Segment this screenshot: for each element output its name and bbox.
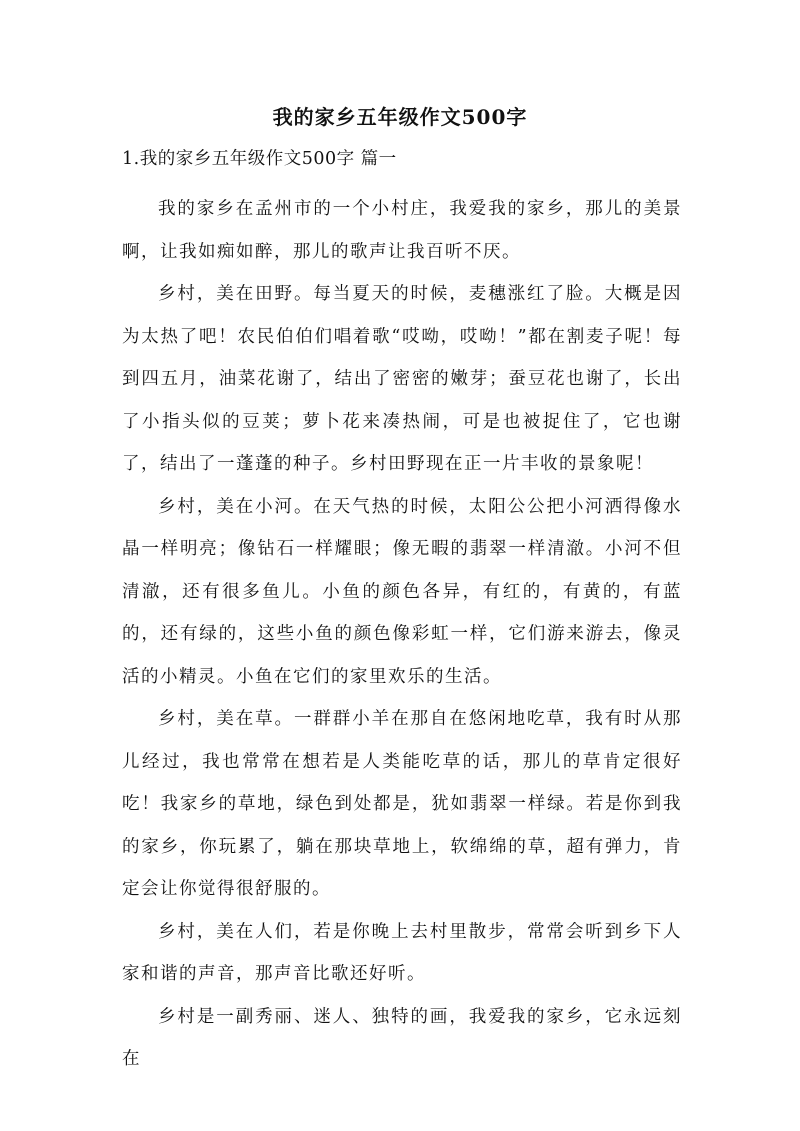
- paragraph: 乡村，美在草。一群群小羊在那自在悠闲地吃草，我有时从那儿经过，我也常常在想若是人类能吃草的话，那儿的草肯定很好吃！我家乡的草地，绿色到处都是，犹如翡翠一样绿。若是你到我的家乡，你玩累了，躺在那块草地上，软绵绵的草，超有弹力，肯定会让你觉得很舒服的。: [122, 709, 682, 899]
- paragraph: 乡村，美在小河。在天气热的时候，太阳公公把小河洒得像水晶一样明亮；像钻石一样耀眼；像无暇的翡翠一样清澈。小河不但清澈，还有很多鱼儿。小鱼的颜色各异，有红的，有黄的，有蓝的，还有绿的，这些小鱼的颜色像彩虹一样，它们游来游去，像灵活的小精灵。小鱼在它们的家里欢乐的生活。: [122, 496, 682, 687]
- paragraph: 乡村是一副秀丽、迷人、独特的画，我爱我的家乡，它永远刻在: [122, 1006, 682, 1069]
- essay-body: [122, 188, 682, 1081]
- paragraph: 乡村，美在人们，若是你晚上去村里散步，常常会听到乡下人家和谐的声音，那声音比歌还好听。: [122, 921, 682, 984]
- paragraph: 乡村，美在田野。每当夏天的时候，麦穗涨红了脸。大概是因为太热了吧！农民伯伯们唱着歌“哎呦，哎呦！”都在割麦子呢！每到四五月，油菜花谢了，结出了密密的嫩芽；蚕豆花也谢了，长出了小指头似的豆荚；萝卜花来凑热闹，可是也被捉住了，它也谢了，结出了一蓬蓬的种子。乡村田野现在正一片丰收的景象呢！: [122, 284, 682, 474]
- paragraph: 我的家乡在孟州市的一个小村庄，我爱我的家乡，那儿的美景啊，让我如痴如醉，那儿的歌声让我百听不厌。: [122, 199, 682, 262]
- document-title: 我的家乡五年级作文500字: [272, 105, 528, 129]
- section-heading: 1.我的家乡五年级作文500字 篇一: [122, 149, 397, 169]
